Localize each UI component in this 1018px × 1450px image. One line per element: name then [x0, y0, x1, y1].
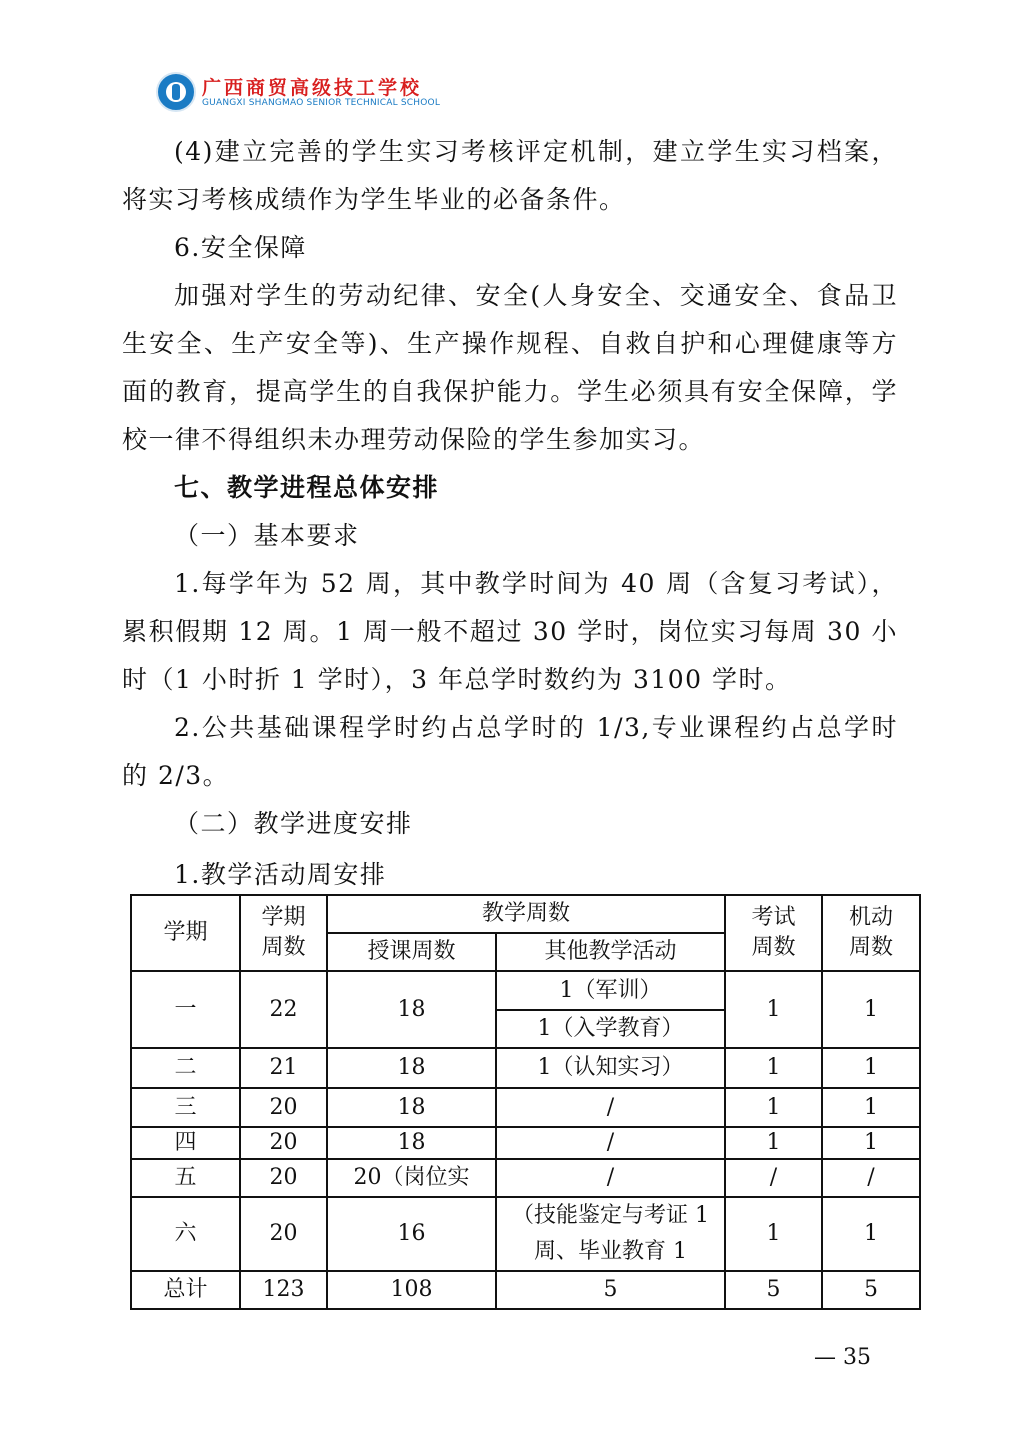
- subheading-basic-requirements: （一）基本要求: [174, 521, 360, 550]
- cell-term: 总计: [131, 1271, 240, 1309]
- school-name-en: GUANGXI SHANGMAO SENIOR TECHNICAL SCHOOL: [202, 98, 441, 108]
- school-logo-icon: [156, 72, 196, 112]
- header-exam-weeks: 考试 周数: [725, 895, 822, 971]
- cell-weeks: 20: [240, 1127, 327, 1159]
- header-term: 学期: [131, 895, 240, 971]
- cell-exam: 1: [725, 971, 822, 1048]
- paragraph-course-ratio: 2.公共基础课程学时约占总学时的 1/3,专业课程约占总学时的 2/3。: [122, 713, 898, 790]
- cell-other: （技能鉴定与考证 1 周、毕业教育 1: [496, 1197, 725, 1271]
- cell-lecture: 20（岗位实: [327, 1159, 496, 1197]
- section-heading-safety: 6.安全保障: [174, 233, 307, 262]
- subheading-schedule: （二）教学进度安排: [174, 809, 413, 838]
- cell-other: 1（认知实习）: [496, 1048, 725, 1088]
- cell-weeks: 22: [240, 971, 327, 1048]
- table-row: [131, 1088, 920, 1127]
- cell-other: /: [496, 1088, 725, 1127]
- cell-flex: 1: [822, 971, 920, 1048]
- cell-weeks: 20: [240, 1159, 327, 1197]
- school-name-cn: 广西商贸高级技工学校: [202, 77, 423, 99]
- table-row: [131, 1159, 920, 1197]
- page-header: [156, 72, 456, 116]
- cell-flex: 5: [822, 1271, 920, 1309]
- cell-other: 5: [496, 1271, 725, 1309]
- header-term-weeks: 学期 周数: [240, 895, 327, 971]
- paragraph-assessment: (4)建立完善的学生实习考核评定机制，建立学生实习档案，将实习考核成绩作为学生毕业的必备条件。: [122, 137, 898, 214]
- cell-other: 1（军训）: [496, 971, 725, 1010]
- cell-flex: 1: [822, 1088, 920, 1127]
- cell-weeks: 20: [240, 1197, 327, 1271]
- header-teaching-weeks: 教学周数: [327, 895, 725, 933]
- cell-lecture: 16: [327, 1197, 496, 1271]
- cell-lecture: 18: [327, 1048, 496, 1088]
- cell-term: 二: [131, 1048, 240, 1088]
- cell-exam: 1: [725, 1088, 822, 1127]
- cell-other: 1（入学教育）: [496, 1010, 725, 1048]
- cell-term: 六: [131, 1197, 240, 1271]
- table-row: [131, 1048, 920, 1088]
- paragraph-weeks: 1.每学年为 52 周，其中教学时间为 40 周（含复习考试），累积假期 12 周。1 周一般不超过 30 学时，岗位实习每周 30 小时（1 小时折 1 学时），3 年总学时数约为 3100 学时。: [122, 569, 898, 694]
- cell-exam: 1: [725, 1127, 822, 1159]
- cell-exam: 5: [725, 1271, 822, 1309]
- cell-other: /: [496, 1159, 725, 1197]
- cell-exam: 1: [725, 1048, 822, 1088]
- cell-term: 三: [131, 1088, 240, 1127]
- table-row: [131, 971, 920, 1010]
- table-row: [131, 1271, 920, 1309]
- cell-weeks: 21: [240, 1048, 327, 1088]
- cell-term: 四: [131, 1127, 240, 1159]
- paragraph-safety: 加强对学生的劳动纪律、安全(人身安全、交通安全、食品卫生安全、生产安全等)、生产操作规程、自救自护和心理健康等方面的教育，提高学生的自我保护能力。学生必须具有安全保障，学校一律不得组织未办理劳动保险的学生参加实习。: [122, 281, 898, 454]
- table-row: [131, 1127, 920, 1159]
- header-other-activities: 其他教学活动: [496, 933, 725, 971]
- cell-flex: 1: [822, 1048, 920, 1088]
- schedule-table: [130, 894, 921, 1310]
- cell-lecture: 18: [327, 1127, 496, 1159]
- cell-weeks: 123: [240, 1271, 327, 1309]
- cell-term: 一: [131, 971, 240, 1048]
- cell-weeks: 20: [240, 1088, 327, 1127]
- header-flex-weeks: 机动 周数: [822, 895, 920, 971]
- page-number: — 35: [814, 1345, 871, 1370]
- cell-lecture: 18: [327, 1088, 496, 1127]
- cell-other: /: [496, 1127, 725, 1159]
- cell-lecture: 108: [327, 1271, 496, 1309]
- cell-lecture: 18: [327, 971, 496, 1048]
- header-lecture-weeks: 授课周数: [327, 933, 496, 971]
- cell-flex: 1: [822, 1197, 920, 1271]
- document-body: [122, 128, 898, 848]
- cell-flex: /: [822, 1159, 920, 1197]
- table-row: [131, 1197, 920, 1271]
- table-caption: 1.教学活动周安排: [174, 860, 387, 889]
- cell-exam: 1: [725, 1197, 822, 1271]
- cell-term: 五: [131, 1159, 240, 1197]
- cell-exam: /: [725, 1159, 822, 1197]
- cell-flex: 1: [822, 1127, 920, 1159]
- chapter-heading: 七、教学进程总体安排: [174, 473, 440, 502]
